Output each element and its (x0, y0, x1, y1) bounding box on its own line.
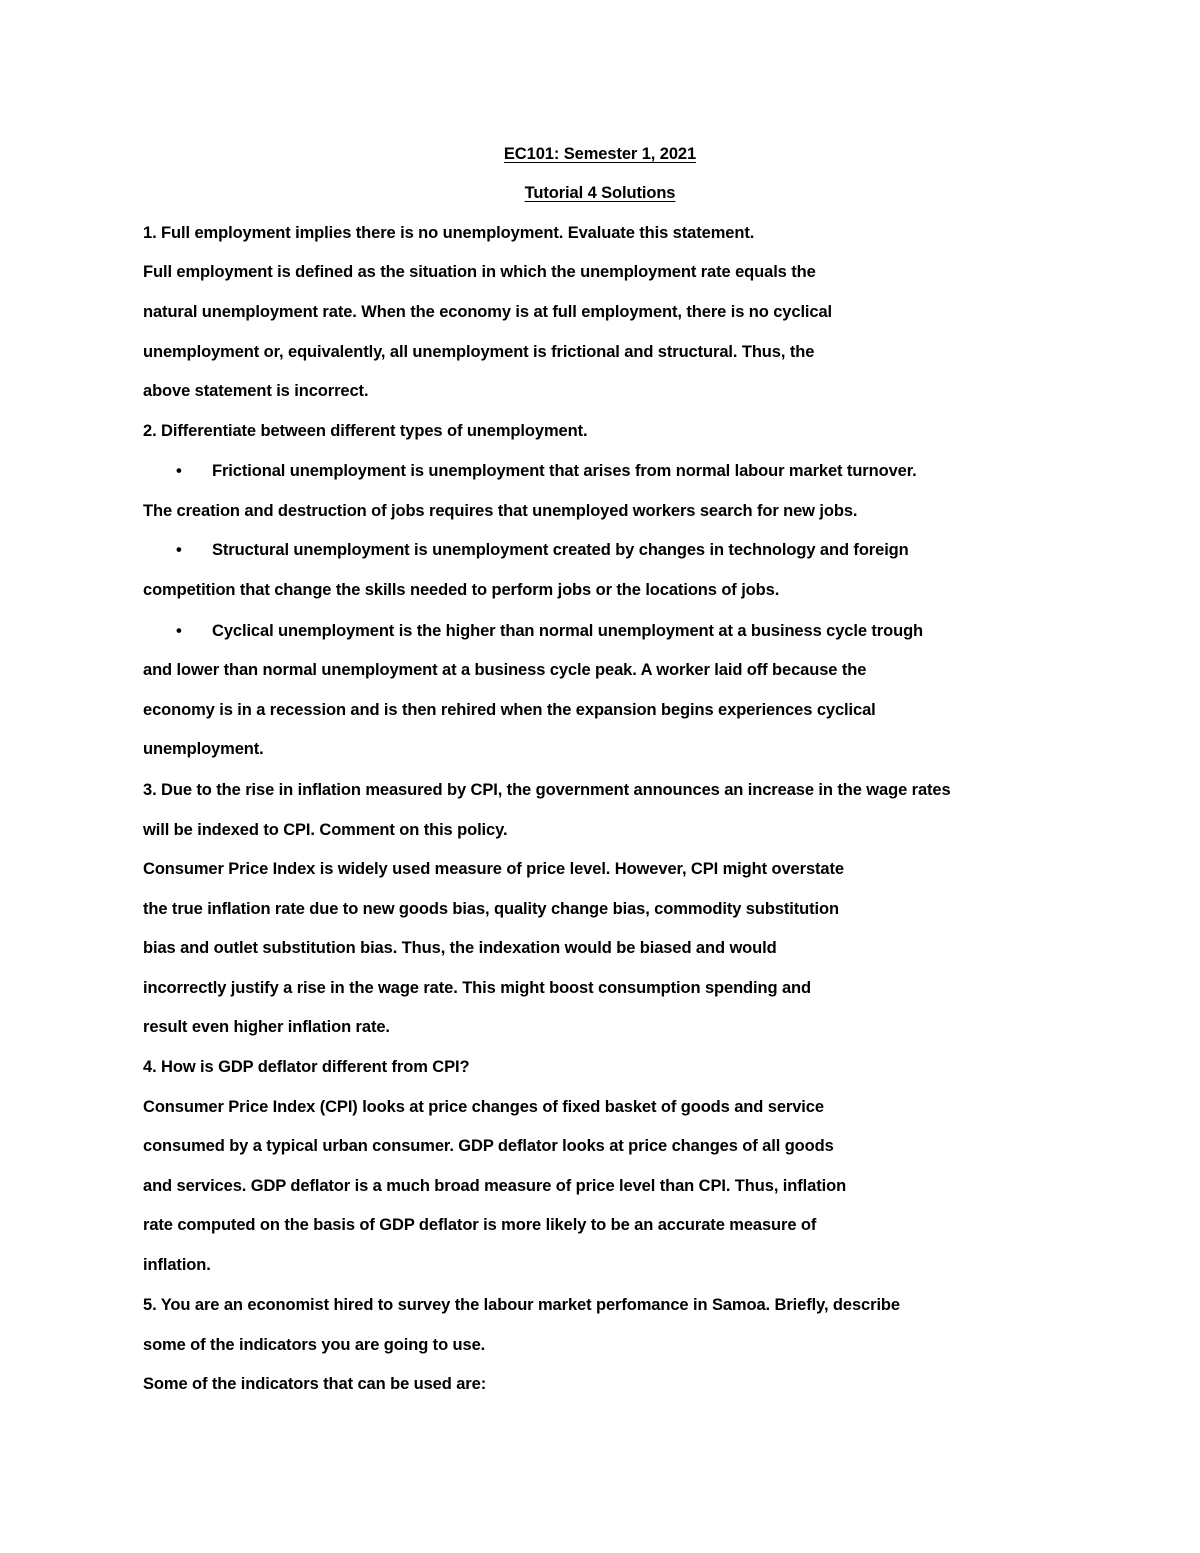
question-5-line: some of the indicators you are going to use. (143, 1336, 486, 1354)
answer-4-line: rate computed on the basis of GDP deflator is more likely to be an accurate measure of (143, 1216, 817, 1234)
answer-1-line: Full employment is defined as the situation in which the unemployment rate equals the (143, 263, 816, 281)
question-1: 1. Full employment implies there is no unemployment. Evaluate this statement. (143, 224, 755, 242)
bullet-continuation: competition that change the skills needed to perform jobs or the locations of jobs. (143, 581, 780, 599)
bullet-icon: • (176, 622, 182, 640)
answer-1-line: natural unemployment rate. When the economy is at full employment, there is no cyclical (143, 303, 833, 321)
question-5-line: 5. You are an economist hired to survey the labour market perfomance in Samoa. Briefly, describe (143, 1296, 900, 1314)
bullet-frictional: Frictional unemployment is unemployment that arises from normal labour market turnover. (212, 462, 917, 480)
answer-3-line: result even higher inflation rate. (143, 1018, 390, 1036)
answer-4-line: inflation. (143, 1256, 211, 1274)
answer-1-line: unemployment or, equivalently, all unemployment is frictional and structural. Thus, the (143, 343, 815, 361)
tutorial-title: Tutorial 4 Solutions (524, 184, 676, 202)
question-3-line: will be indexed to CPI. Comment on this policy. (143, 821, 508, 839)
question-4: 4. How is GDP deflator different from CPI? (143, 1058, 470, 1076)
answer-3-line: incorrectly justify a rise in the wage rate. This might boost consumption spending and (143, 979, 811, 997)
answer-1-line: above statement is incorrect. (143, 382, 369, 400)
bullet-continuation: economy is in a recession and is then rehired when the expansion begins experiences cyclical (143, 701, 876, 719)
answer-4-line: and services. GDP deflator is a much broad measure of price level than CPI. Thus, inflation (143, 1177, 847, 1195)
bullet-icon: • (176, 541, 182, 559)
bullet-continuation: The creation and destruction of jobs requires that unemployed workers search for new jobs. (143, 502, 858, 520)
bullet-continuation: unemployment. (143, 740, 264, 758)
question-2: 2. Differentiate between different types of unemployment. (143, 422, 588, 440)
answer-5-line: Some of the indicators that can be used are: (143, 1375, 487, 1393)
answer-3-line: bias and outlet substitution bias. Thus, the indexation would be biased and would (143, 939, 777, 957)
question-3-line: 3. Due to the rise in inflation measured by CPI, the government announces an increase in the wage rates (143, 781, 951, 799)
answer-4-line: Consumer Price Index (CPI) looks at price changes of fixed basket of goods and service (143, 1098, 824, 1116)
answer-3-line: the true inflation rate due to new goods bias, quality change bias, commodity substitution (143, 900, 839, 918)
bullet-continuation: and lower than normal unemployment at a business cycle peak. A worker laid off because the (143, 661, 867, 679)
course-title: EC101: Semester 1, 2021 (503, 145, 697, 163)
bullet-cyclical: Cyclical unemployment is the higher than normal unemployment at a business cycle trough (212, 622, 924, 640)
answer-3-line: Consumer Price Index is widely used measure of price level. However, CPI might overstate (143, 860, 844, 878)
bullet-icon: • (176, 462, 182, 480)
answer-4-line: consumed by a typical urban consumer. GDP deflator looks at price changes of all goods (143, 1137, 834, 1155)
bullet-structural: Structural unemployment is unemployment created by changes in technology and foreign (212, 541, 909, 559)
